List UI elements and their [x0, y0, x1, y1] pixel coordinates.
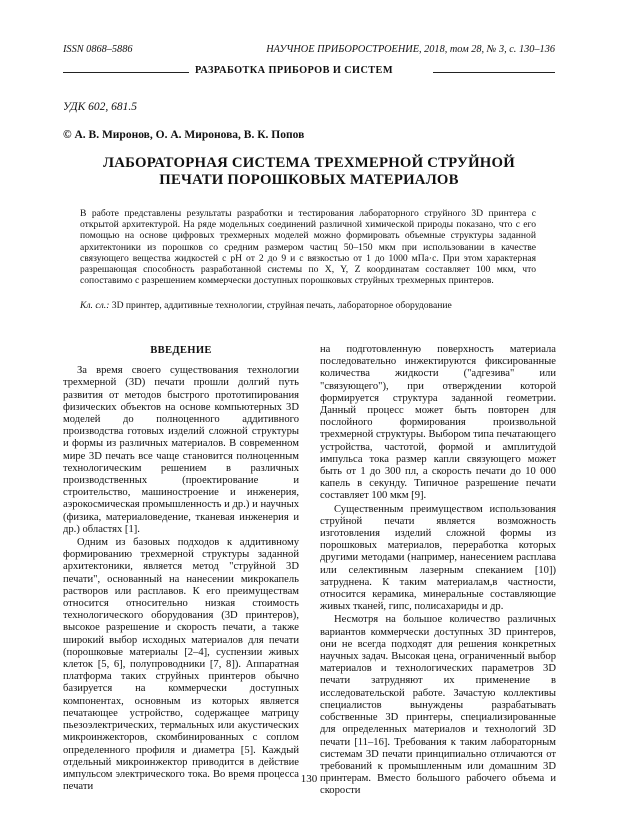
udk-code: УДК 602, 681.5	[63, 101, 137, 113]
keywords-label: Кл. сл.:	[80, 300, 110, 311]
intro-paragraph-3: Существенным преимуществом использования струйной печати является возможность изготовления изделий сложной формы из порошковых материалов, переработка которых другими методами (например, нанесением расплава или селективным лазерным спеканием [10]) затруднена. К таким материалам,в частности, относится керамика, минеральные составляющие живых тканей, гипс, полисахариды и др.	[320, 503, 556, 613]
article-title	[63, 155, 555, 189]
keywords-text: 3D принтер, аддитивные технологии, струйная печать, лабораторное оборудование	[111, 300, 452, 311]
keywords	[80, 300, 536, 311]
right-column	[320, 344, 556, 798]
intro-heading: ВВЕДЕНИЕ	[150, 345, 212, 356]
abstract: В работе представлены результаты разработки и тестирования лабораторного струйного 3D принтера с открытой архитектурой. На ряде модельных соединений различной химической природы показано, что с его помощью на основе цифровых трехмерных моделей можно формировать объемные структуры заданной архитектоники из порошков со средним размером частиц 50–150 мкм при использовании в качестве связующего вещества жидкостей с pH от 2 до 9 и с вязкостью от 1 до 1000 мПа·с. При этом характерная разрешающая способность разработанной системы по X, Y, Z координатам составляет 100 мкм, что сопоставимо с разрешением коммерчески доступных порошковых струйных трехмерных принтеров.	[80, 208, 536, 287]
journal-citation: НАУЧНОЕ ПРИБОРОСТРОЕНИЕ, 2018, том 28, № 3, c. 130–136	[266, 44, 555, 55]
title-line-1: ЛАБОРАТОРНАЯ СИСТЕМА ТРЕХМЕРНОЙ СТРУЙНОЙ	[103, 155, 515, 171]
section-rule-right	[433, 72, 555, 73]
issn: ISSN 0868–5886	[63, 44, 133, 55]
page-number: 130	[300, 773, 318, 785]
intro-paragraph-2-continued: на подготовленную поверхность материала последовательно инжектируются фиксированные количества жидкости ("адгезива" или "связующего"), при отверждении которой формируется структура заданной геометрии. Данный процесс может быть повторен для послойного формирования произвольной трехмерной структуры. Выбором типа печатающего устройства, частотой, формой и амплитудой импульса тока размер капли связующего может быть от 1 до 300 пл, а скорость печати до 10 000 капель в секунду. Типичное разрешение печати составляет 100 мкм [9].	[320, 344, 556, 502]
section-rule-left	[63, 72, 189, 73]
title-line-2: ПЕЧАТИ ПОРОШКОВЫХ МАТЕРИАЛОВ	[159, 172, 459, 188]
authors: © А. В. Миронов, О. А. Миронова, В. К. Попов	[63, 129, 305, 141]
intro-paragraph-1: За время своего существования технологии трехмерной (3D) печати прошли долгий путь развития от методов быстрого прототипирования физических объектов на основе компьютерных 3D моделей до полноценного аддитивного производства готовых изделий сложной структуры и формы из различных материалов. В современном мире 3D печать все чаще становится полноценным технологическим решением в различных производственных (проектирование и строительство, машиностроение и инженерия, аэрокосмическая промышленность и др.) и научных (физика, материаловедение, тканевая инженерия и др.) областях [1].	[63, 365, 299, 535]
intro-paragraph-4: Несмотря на большое количество различных вариантов коммерчески доступных 3D принтеров, они не всегда подходят для решения конкретных научных задач. Высокая цена, ограниченный выбор материалов и технологических параметров 3D печати затрудняют их применение в исследовательской работе. Зачастую коллективы специалистов вынуждены разрабатывать собственные 3D принтеры, специализированные для определенных материалов и технологий 3D печати [11–16]. Требования к таким лабораторным системам 3D печати принципиально отличаются от требований к промышленным или домашним 3D принтерам. Вместо большого рабочего объема и скорости	[320, 614, 556, 797]
section-heading: РАЗРАБОТКА ПРИБОРОВ И СИСТЕМ	[195, 65, 393, 76]
left-column	[63, 345, 299, 793]
intro-paragraph-2: Одним из базовых подходов к аддитивному формированию трехмерной структуры заданной архитектоники, является метод "струйной 3D печати", основанный на нанесении микрокапель растворов или расплавов. К его преимуществам относится относительно низкая стоимость технологического оборудования (3D принтеров), высокое разрешение и скорость печати, а также широкий выбор исходных материалов для печати (порошковые материалы [2–4], суспензии живых клеток [5, 6], полупроводники [7, 8]). Аппаратная платформа таких струйных принтеров обычно базируется на коммерчески доступных компонентах, основным из которых является печатающее устройство, содержащее матрицу пьезоэлектрических, термальных или акустических микроинжекторов, скомбинированных с соплом определенного профиля и диаметра [5]. Каждый отдельный микроинжектор приводится в действие импульсом электрического тока. Во время процесса печати	[63, 537, 299, 793]
